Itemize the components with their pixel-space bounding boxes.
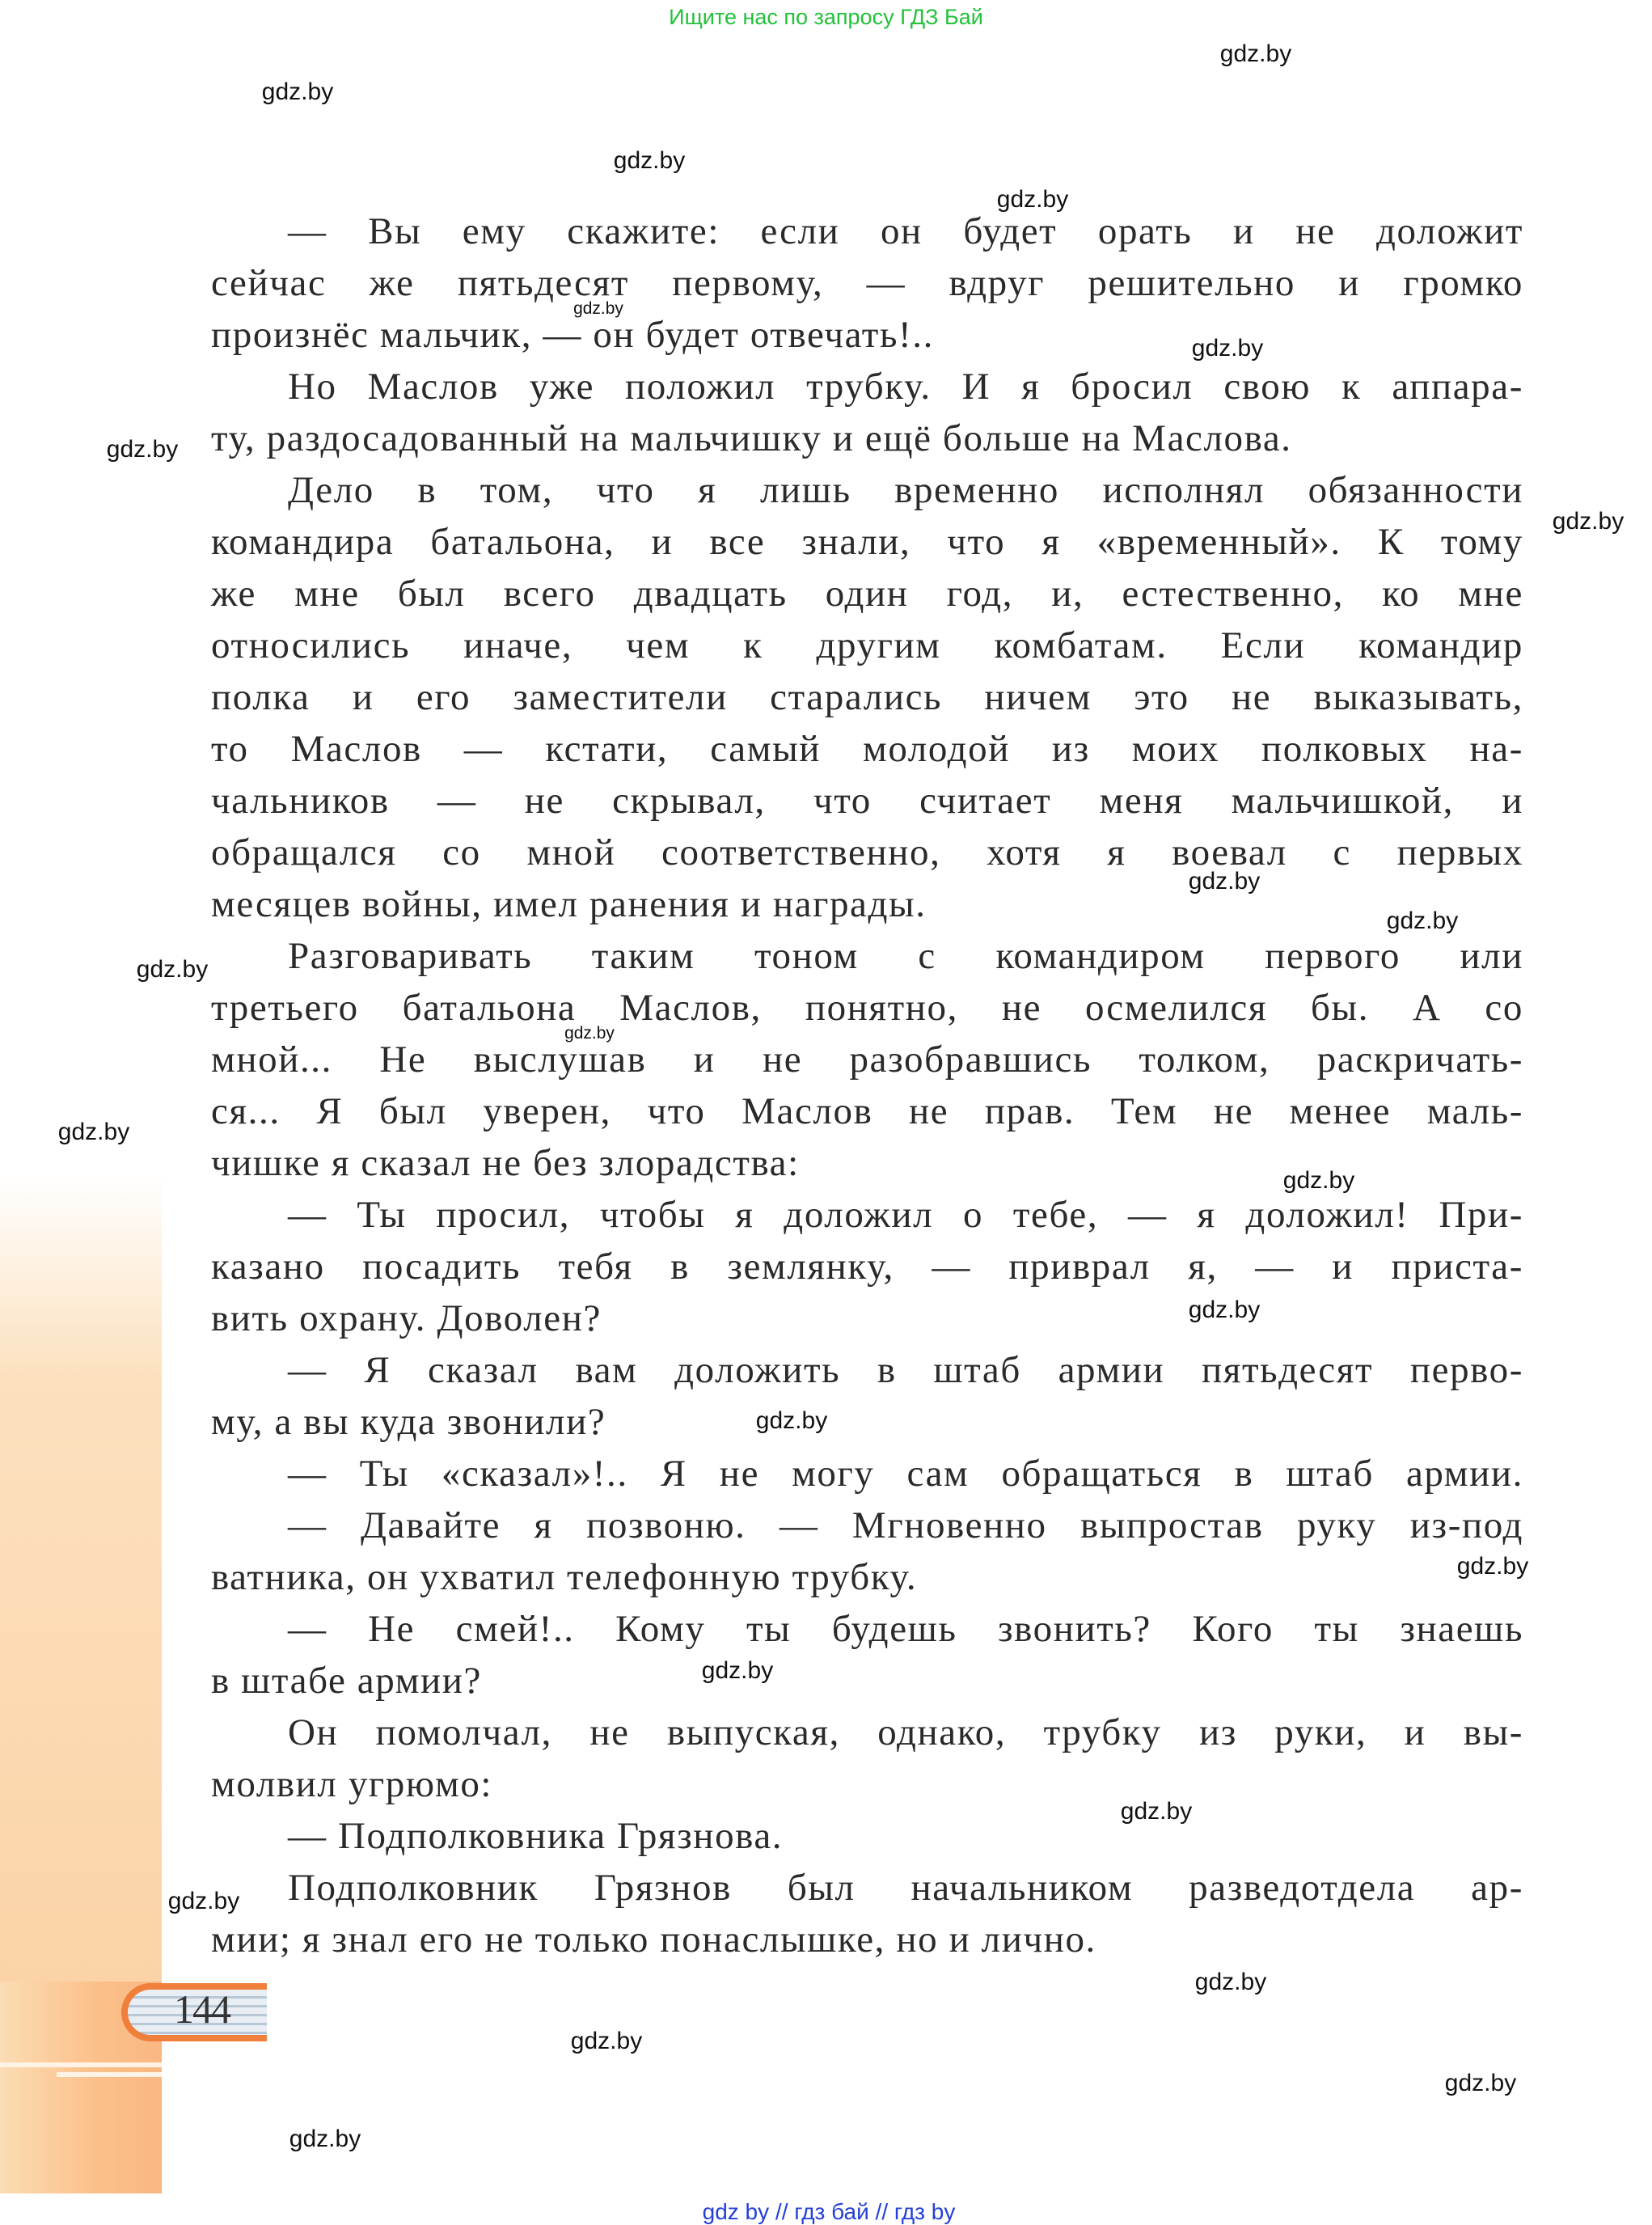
text-line: — Давайте я позвоню. — Мгновенно выпростав руку из-под	[288, 1504, 1523, 1546]
watermark: gdz.by	[1444, 2070, 1517, 2096]
body-text	[211, 205, 1523, 1965]
text-line: — Я сказал вам доложить в штаб армии пятьдесят перво-	[288, 1349, 1523, 1391]
text-line: в штабе армии?	[211, 1660, 482, 1702]
text-line: месяцев войны, имел ранения и награды.	[211, 883, 927, 925]
watermark: gdz.by	[57, 1119, 130, 1145]
text-line: чальников — не скрывал, что считает меня мальчишкой, и	[211, 780, 1523, 822]
footer-links[interactable]: gdz by // гдз бай // гдз by	[702, 2199, 956, 2224]
watermark: gdz.by	[1219, 40, 1292, 67]
text-line: Подполковник Грязнов был начальником разведотдела ар-	[288, 1867, 1523, 1909]
watermark: gdz.by	[261, 78, 334, 105]
watermark: gdz.by	[564, 1024, 615, 1043]
watermark: gdz.by	[136, 956, 209, 983]
text-line: му, а вы куда звонили?	[211, 1401, 606, 1443]
decor-line	[57, 2072, 162, 2077]
watermark: gdz.by	[1188, 1297, 1261, 1323]
text-line: — Подполковника Грязнова.	[288, 1815, 784, 1857]
text-line: командира батальона, и все знали, что я «временный». К тому	[211, 521, 1523, 563]
text-line: казано посадить тебя в землянку, — приврал я, — и приста-	[211, 1246, 1523, 1288]
text-line: третьего батальона Маслов, понятно, не осмелился бы. А со	[211, 987, 1523, 1029]
watermark: gdz.by	[996, 186, 1069, 213]
text-line: произнёс мальчик, — он будет отвечать!..	[211, 314, 934, 356]
search-hint-header: Ищите нас по запросу ГДЗ Бай	[669, 5, 983, 29]
watermark: gdz.by	[1456, 1553, 1529, 1580]
text-line: — Ты просил, чтобы я доложил о тебе, — я доложил! При-	[288, 1194, 1523, 1236]
watermark: gdz.by	[167, 1888, 240, 1914]
watermark: gdz.by	[613, 147, 686, 174]
watermark: gdz.by	[1194, 1969, 1267, 1995]
text-line: ту, раздосадованный на мальчишку и ещё больше на Маслова.	[211, 417, 1292, 459]
watermark: gdz.by	[755, 1407, 828, 1434]
watermark: gdz.by	[289, 2126, 361, 2152]
page-number: 144	[174, 1986, 230, 2032]
decor-line	[0, 2062, 162, 2067]
text-line: — Вы ему скажите: если он будет орать и не доложит	[288, 210, 1523, 252]
text-line: Он помолчал, не выпуская, однако, трубку из руки, и вы-	[288, 1711, 1523, 1753]
text-line: Дело в том, что я лишь временно исполнял обязанности	[288, 469, 1523, 511]
text-line: относились иначе, чем к другим комбатам. Если командир	[211, 624, 1523, 666]
watermark: gdz.by	[1386, 907, 1459, 934]
text-line: — Не смей!.. Кому ты будешь звонить? Кого ты знаешь	[288, 1608, 1523, 1650]
watermark: gdz.by	[1282, 1167, 1355, 1194]
watermark: gdz.by	[573, 299, 623, 318]
watermark: gdz.by	[701, 1657, 774, 1684]
text-line: Но Маслов уже положил трубку. И я бросил свою к аппара-	[288, 366, 1523, 408]
page-edge-decoration	[0, 1173, 162, 1982]
text-line: — Ты «сказал»!.. Я не могу сам обращаться в штаб армии.	[288, 1453, 1523, 1495]
watermark: gdz.by	[1120, 1798, 1193, 1825]
text-line: полка и его заместители старались ничем это не выказывать,	[211, 676, 1523, 718]
text-line: ватника, он ухватил телефонную трубку.	[211, 1556, 918, 1598]
text-line: то Маслов — кстати, самый молодой из моих полковых на-	[211, 728, 1523, 770]
watermark: gdz.by	[1552, 508, 1625, 535]
text-line: вить охрану. Доволен?	[211, 1297, 602, 1339]
text-line: Разговаривать таким тоном с командиром первого или	[288, 935, 1523, 977]
text-line: сейчас же пятьдесят первому, — вдруг решительно и громко	[211, 262, 1523, 304]
text-line: мии; я знал его не только понаслышке, но и лично.	[211, 1918, 1096, 1961]
watermark: gdz.by	[106, 436, 179, 463]
text-line: молвил угрюмо:	[211, 1763, 493, 1805]
watermark: gdz.by	[1191, 335, 1264, 362]
text-line: чишке я сказал не без злорадства:	[211, 1142, 800, 1184]
text-line: мной... Не выслушав и не разобравшись толком, раскричать-	[211, 1038, 1523, 1081]
text-line: же мне был всего двадцать один год, и, естественно, ко мне	[211, 573, 1523, 615]
watermark: gdz.by	[570, 2028, 643, 2054]
text-line: обращался со мной соответственно, хотя я воевал с первых	[211, 831, 1523, 874]
text-line: ся... Я был уверен, что Маслов не прав. Тем не менее маль-	[211, 1090, 1523, 1132]
watermark: gdz.by	[1188, 868, 1261, 895]
